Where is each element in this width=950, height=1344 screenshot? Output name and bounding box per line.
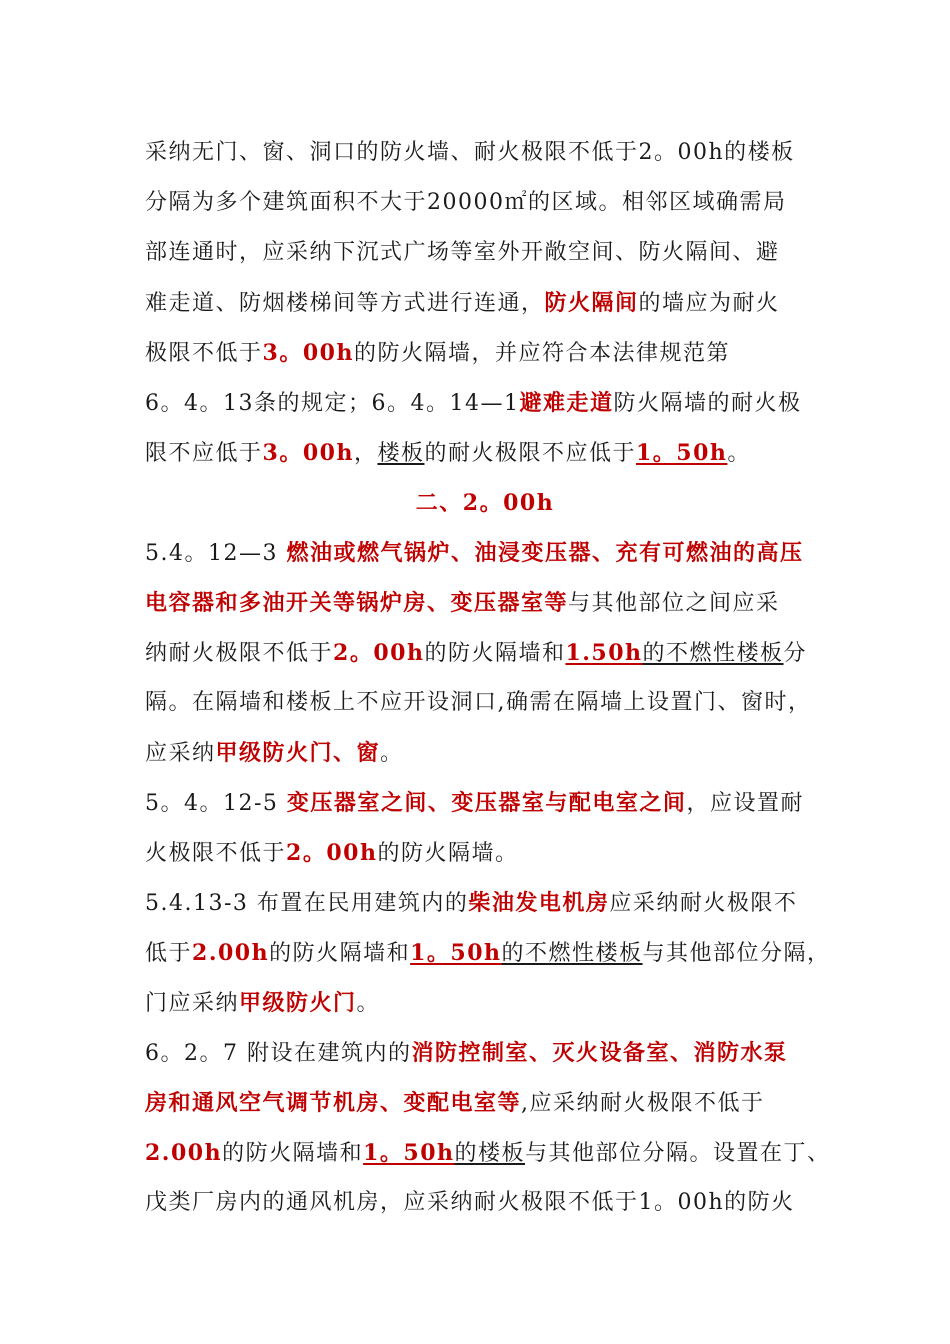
text-run: 与其他部位之间应采 xyxy=(568,591,780,616)
text-line xyxy=(145,438,825,469)
text-line xyxy=(145,1088,825,1119)
text-line xyxy=(145,588,825,619)
text-run: 的防火隔墙，并应符合本法律规范第 xyxy=(353,341,730,366)
emphasized-text: 2。00h xyxy=(333,640,425,666)
text-run: 。 xyxy=(380,741,404,766)
text-line xyxy=(145,288,825,319)
text-run: 的墙应为耐火 xyxy=(638,291,780,316)
text-run: ， xyxy=(353,441,378,466)
text-run: 6。2。7 附设在建筑内的 xyxy=(145,1041,412,1066)
text-run: 的耐火极限不应低于 xyxy=(424,441,636,466)
text-line xyxy=(145,838,825,869)
text-run: 分隔为多个建筑面积不大于20000㎡的区域。相邻区域确需局 xyxy=(145,190,787,215)
text-line xyxy=(145,338,825,369)
text-run: 分 xyxy=(783,641,808,666)
emphasized-text: 柴油发电机房 xyxy=(468,890,610,916)
text-run: 6。4。13条的规定；6。4。14—1 xyxy=(145,391,520,416)
text-run: 。 xyxy=(727,441,751,466)
text-run: 5.4。12—3 xyxy=(145,541,287,566)
emphasized-text: 电容器和多油开关等锅炉房、变压器室等 xyxy=(145,590,569,616)
text-run: 极限不低于 xyxy=(145,341,263,366)
emphasized-text: 1.50h xyxy=(565,640,643,666)
text-line xyxy=(145,1038,825,1069)
emphasized-text: 甲级防火门、窗 xyxy=(215,740,381,766)
emphasized-text: 消防控制室、灭火设备室、消防水泵 xyxy=(411,1040,788,1066)
text-run: 隔。在隔墙和楼板上不应开设洞口,确需在隔墙上设置门、窗时， xyxy=(145,690,812,715)
text-run: 。 xyxy=(356,991,381,1016)
emphasized-text: 二、2。00h xyxy=(415,490,555,516)
text-line xyxy=(145,138,825,168)
emphasized-text: 防火隔间 xyxy=(544,290,639,316)
text-run: 难走道、防烟楼梯间等方式进行连通， xyxy=(145,291,545,316)
text-run: ，应设置耐 xyxy=(686,791,804,816)
text-line xyxy=(145,988,825,1019)
emphasized-text: 房和通风空气调节机房、变配电室等 xyxy=(145,1090,522,1116)
emphasized-text: 2.00h xyxy=(192,940,270,966)
emphasized-text: 的楼板 xyxy=(454,1141,526,1166)
text-run: 的防火隔墙和 xyxy=(269,941,411,966)
text-line xyxy=(145,788,825,819)
text-run: 的防火隔墙和 xyxy=(424,641,566,666)
emphasized-text: 3。00h xyxy=(262,340,354,366)
emphasized-text: 1。50h xyxy=(410,940,502,966)
text-run: 采纳无门、窗、洞口的防火墙、耐火极限不低于2。00h的楼板 xyxy=(145,140,795,165)
text-line xyxy=(145,1188,825,1218)
text-line xyxy=(145,538,825,569)
text-run: 低于 xyxy=(145,941,193,966)
emphasized-text: 2.00h xyxy=(145,1140,223,1166)
section-heading xyxy=(145,488,825,519)
text-line xyxy=(145,638,825,669)
text-run: 部连通时，应采纳下沉式广场等室外开敞空间、防火隔间、避 xyxy=(145,240,780,265)
text-line xyxy=(145,938,831,969)
emphasized-text: 2。00h xyxy=(286,840,378,866)
text-line xyxy=(145,238,825,268)
emphasized-text: 1。50h xyxy=(363,1140,455,1166)
text-run: 与其他部位分隔， xyxy=(642,941,831,966)
text-run: 门应采纳 xyxy=(145,991,240,1016)
emphasized-text: 避难走道 xyxy=(519,390,614,416)
text-line xyxy=(145,188,825,218)
text-run: 火极限不低于 xyxy=(145,841,287,866)
text-run: 的防火隔墙和 xyxy=(222,1141,364,1166)
text-line xyxy=(145,738,825,769)
text-run: 的防火隔墙。 xyxy=(377,841,519,866)
emphasized-text: 1。50h xyxy=(635,440,728,466)
text-run: 与其他部位分隔。设置在丁、 xyxy=(525,1141,831,1166)
emphasized-text: 燃油或燃气锅炉、油浸变压器、充有可燃油的高压 xyxy=(286,540,804,566)
text-run: 应采纳 xyxy=(145,741,216,766)
text-line xyxy=(145,388,825,419)
text-run: 限不应低于 xyxy=(145,441,263,466)
emphasized-text: 的不燃性楼板 xyxy=(642,641,784,666)
text-line xyxy=(145,1138,831,1169)
text-line xyxy=(145,888,825,919)
text-run: 5。4。12-5 xyxy=(145,791,287,816)
text-run: 纳耐火极限不低于 xyxy=(145,641,334,666)
emphasized-text: 3。00h xyxy=(262,440,354,466)
emphasized-text: 变压器室之间、变压器室与配电室之间 xyxy=(286,790,687,816)
emphasized-text: 甲级防火门 xyxy=(239,990,357,1016)
text-run: 应采纳耐火极限不 xyxy=(609,891,798,916)
text-line xyxy=(145,688,825,718)
text-run: 戊类厂房内的通风机房，应采纳耐火极限不低于1。00h的防火 xyxy=(145,1190,795,1215)
text-run: ,应采纳耐火极限不低于 xyxy=(521,1091,765,1116)
text-run: 防火隔墙的耐火极 xyxy=(613,391,802,416)
text-run: 5.4.13-3 布置在民用建筑内的 xyxy=(145,891,469,916)
emphasized-text: 的不燃性楼板 xyxy=(501,941,643,966)
emphasized-text: 楼板 xyxy=(377,441,425,466)
